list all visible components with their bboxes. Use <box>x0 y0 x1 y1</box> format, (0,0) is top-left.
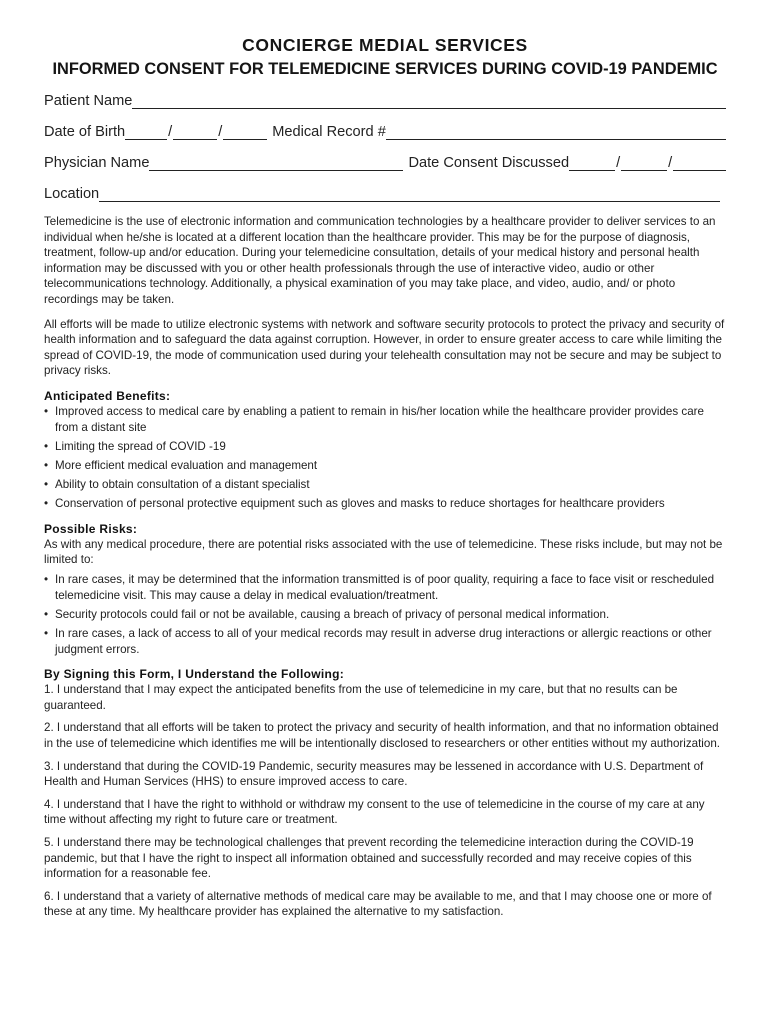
understanding-item: 1. I understand that I may expect the anticipated benefits from the use of telemedicine in my care, but that no results can be guaranteed. <box>44 683 678 712</box>
form-subtitle: INFORMED CONSENT FOR TELEMEDICINE SERVICES DURING COVID-19 PANDEMIC <box>52 60 718 78</box>
risks-list <box>44 572 726 657</box>
consent-separator-2: / <box>668 155 673 171</box>
physician-name-field[interactable] <box>149 155 403 171</box>
location-label: Location <box>44 186 100 202</box>
patient-name-row <box>44 89 726 109</box>
benefit-item: • Ability to obtain consultation of a distant specialist <box>44 477 726 493</box>
intro-section <box>44 214 726 379</box>
consent-separator-1: / <box>616 155 621 171</box>
dob-record-row <box>44 120 726 140</box>
benefit-item: • Improved access to medical care by enabling a patient to remain in his/her location while the healthcare provider provides care from a distant site <box>44 404 726 435</box>
understanding-item: 2. I understand that all efforts will be taken to protect the privacy and security of health information, and that no information obtained in the use of telemedicine which identifies me will be intentionally disclosed to researchers or other entities without my authorization. <box>44 721 721 750</box>
risk-item: • Security protocols could fail or not be available, causing a breach of privacy of personal medical information. <box>44 607 726 623</box>
understanding-list <box>44 682 726 920</box>
understanding-section <box>44 666 726 920</box>
intro-paragraph-1: Telemedicine is the use of electronic information and communication technologies by a healthcare provider to deliver services to an individual when he/she is located at a different location than the healthcare provider. This may be for the purpose of diagnosis, treatment, follow-up and/or education. During your telemedicine consultation, details of your medical history and personal health information may be discussed with you or other health professionals through the use of interactive video, audio or other telecommunications technology. Additionally, a physical examination of you may take place, and video, audio, and/ or photo recordings may be taken. <box>44 215 716 306</box>
dob-label: Date of Birth <box>44 124 126 140</box>
benefit-item: • More efficient medical evaluation and management <box>44 458 726 474</box>
benefits-section <box>44 388 726 512</box>
dob-separator-1: / <box>168 124 173 140</box>
intro-paragraph-2: All efforts will be made to utilize electronic systems with network and software security protocols to protect the privacy and security of health information and to safeguard the data against corruption. However, in order to ensure greater access to care while limiting the spread of COVID-19, the mode of communication used during your telehealth consultation may not be secure and may be subject to privacy risks. <box>44 317 725 378</box>
date-consent-label: Date Consent Discussed <box>408 155 570 171</box>
medical-record-field[interactable] <box>386 124 726 140</box>
dob-day-field[interactable] <box>173 124 217 140</box>
medical-record-label: Medical Record # <box>272 124 386 140</box>
dob-year-field[interactable] <box>223 124 267 140</box>
consent-day-field[interactable] <box>621 155 667 171</box>
patient-name-label: Patient Name <box>44 93 133 109</box>
organization-title: CONCIERGE MEDIAL SERVICES <box>242 35 528 55</box>
risks-section <box>44 521 726 657</box>
consent-year-field[interactable] <box>673 155 726 171</box>
benefit-item: • Limiting the spread of COVID -19 <box>44 439 726 455</box>
risk-item: • In rare cases, a lack of access to all of your medical records may result in adverse drug interactions or allergic reactions or other judgment errors. <box>44 626 726 657</box>
physician-name-label: Physician Name <box>44 155 150 171</box>
understanding-heading: By Signing this Form, I Understand the Following: <box>44 667 345 682</box>
understanding-item: 3. I understand that during the COVID-19 Pandemic, security measures may be lessened in accordance with U.S. Department of Health and Human Services (HHS) to ensure improved access to care. <box>44 759 704 789</box>
benefit-item: • Conservation of personal protective equipment such as gloves and masks to reduce shortages for healthcare providers <box>44 496 726 512</box>
risks-heading: Possible Risks: <box>44 521 138 536</box>
benefits-heading: Anticipated Benefits: <box>44 388 171 403</box>
dob-month-field[interactable] <box>125 124 167 140</box>
understanding-item: 4. I understand that I have the right to withhold or withdraw my consent to the use of telemedicine in the course of my care at any time without affecting my right to future care or treatment. <box>44 797 705 827</box>
dob-separator-2: / <box>218 124 223 140</box>
physician-consent-row <box>44 151 726 171</box>
understanding-item: 5. I understand there may be technological challenges that prevent recording the telemedicine interaction during the COVID-19 pandemic, but that I have the right to inspect all information obtained and successfully recorded and may receive copies of this information for a reasonable fee. <box>44 835 694 881</box>
risks-intro: As with any medical procedure, there are potential risks associated with the use of telemedicine. These risks include, but may not be limited to: <box>44 537 723 567</box>
location-field[interactable] <box>99 186 720 202</box>
understanding-item: 6. I understand that a variety of alternative methods of medical care may be available to me, and that I may choose one or more of these at any time. My healthcare provider has explained the alternative to my satisfaction. <box>44 889 712 919</box>
risk-item: • In rare cases, it may be determined that the information transmitted is of poor quality, requiring a face to face visit or rescheduled telemedicine visit. This may cause a delay in medical evaluation/treatment. <box>44 572 726 603</box>
consent-month-field[interactable] <box>569 155 615 171</box>
location-row <box>44 182 726 202</box>
patient-info-fields <box>44 89 726 202</box>
benefits-list <box>44 404 726 512</box>
patient-name-field[interactable] <box>132 93 726 109</box>
